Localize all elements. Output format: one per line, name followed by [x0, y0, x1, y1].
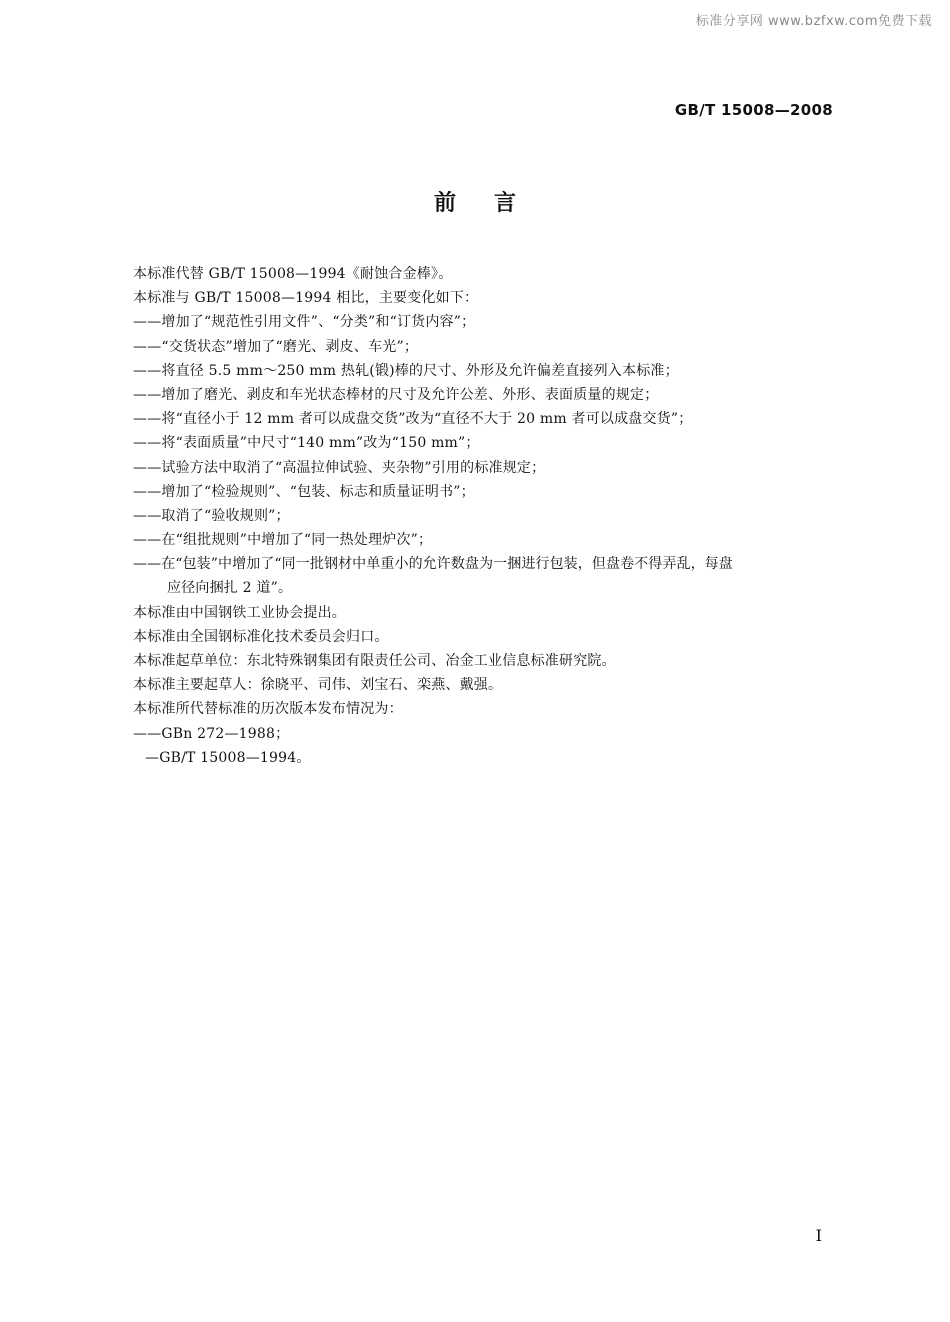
list-item: ——在“包装”中增加了“同一批钢材中单重小的允许数盘为一捆进行包装，但盘卷不得弄乱，每盘	[133, 556, 733, 573]
paragraph-line: 本标准由中国钢铁工业协会提出。	[133, 604, 346, 621]
page-number: I	[815, 1226, 822, 1245]
list-item: ——增加了磨光、剥皮和车光状态棒材的尺寸及允许公差、外形、表面质量的规定；	[133, 386, 659, 403]
watermark-text: 标准分享网 www.bzfxw.com免费下载	[695, 14, 932, 29]
list-item: ——GBn 272—1988；	[133, 725, 290, 742]
list-item: ——取消了“验收规则”；	[133, 507, 290, 524]
list-item: ——增加了“检验规则”、“包装、标志和质量证明书”；	[133, 483, 475, 500]
standard-code: GB/T 15008—2008	[674, 101, 833, 119]
list-item: ——将“直径小于 12 mm 者可以成盘交货”改为“直径不大于 20 mm 者可以成盘交货”；	[133, 411, 693, 428]
list-item: ——试验方法中取消了“高温拉伸试验、夹杂物”引用的标准规定；	[133, 459, 546, 476]
list-item: ——在“组批规则”中增加了“同一热处理炉次”；	[133, 532, 433, 549]
list-item: —GB/T 15008—1994。	[145, 749, 311, 766]
page-title: 前言	[433, 191, 554, 216]
paragraph-line: 本标准所代替标准的历次版本发布情况为：	[133, 701, 403, 718]
list-item: ——将直径 5.5 mm～250 mm 热轧(锻)棒的尺寸、外形及允许偏差直接列入本标准；	[133, 362, 679, 379]
list-item-continuation: 应径向捆扎 2 道”。	[167, 580, 293, 597]
paragraph-line: 本标准由全国钢标准化技术委员会归口。	[133, 628, 389, 645]
paragraph-line: 本标准代替 GB/T 15008—1994《耐蚀合金棒》。	[133, 266, 453, 282]
paragraph-line: 本标准起草单位：东北特殊钢集团有限责任公司、冶金工业信息标准研究院。	[133, 653, 616, 669]
paragraph-line: 本标准主要起草人：徐晓平、司伟、刘宝石、栾燕、戴强。	[133, 677, 503, 694]
paragraph-line: 本标准与 GB/T 15008—1994 相比，主要变化如下：	[133, 290, 479, 307]
list-item: ——将“表面质量”中尺寸“140 mm”改为“150 mm”；	[133, 435, 480, 452]
list-item: ——增加了“规范性引用文件”、“分类”和“订货内容”；	[133, 314, 476, 331]
foreword-body	[133, 262, 833, 770]
list-item: ——“交货状态”增加了“磨光、剥皮、车光”；	[133, 338, 419, 355]
